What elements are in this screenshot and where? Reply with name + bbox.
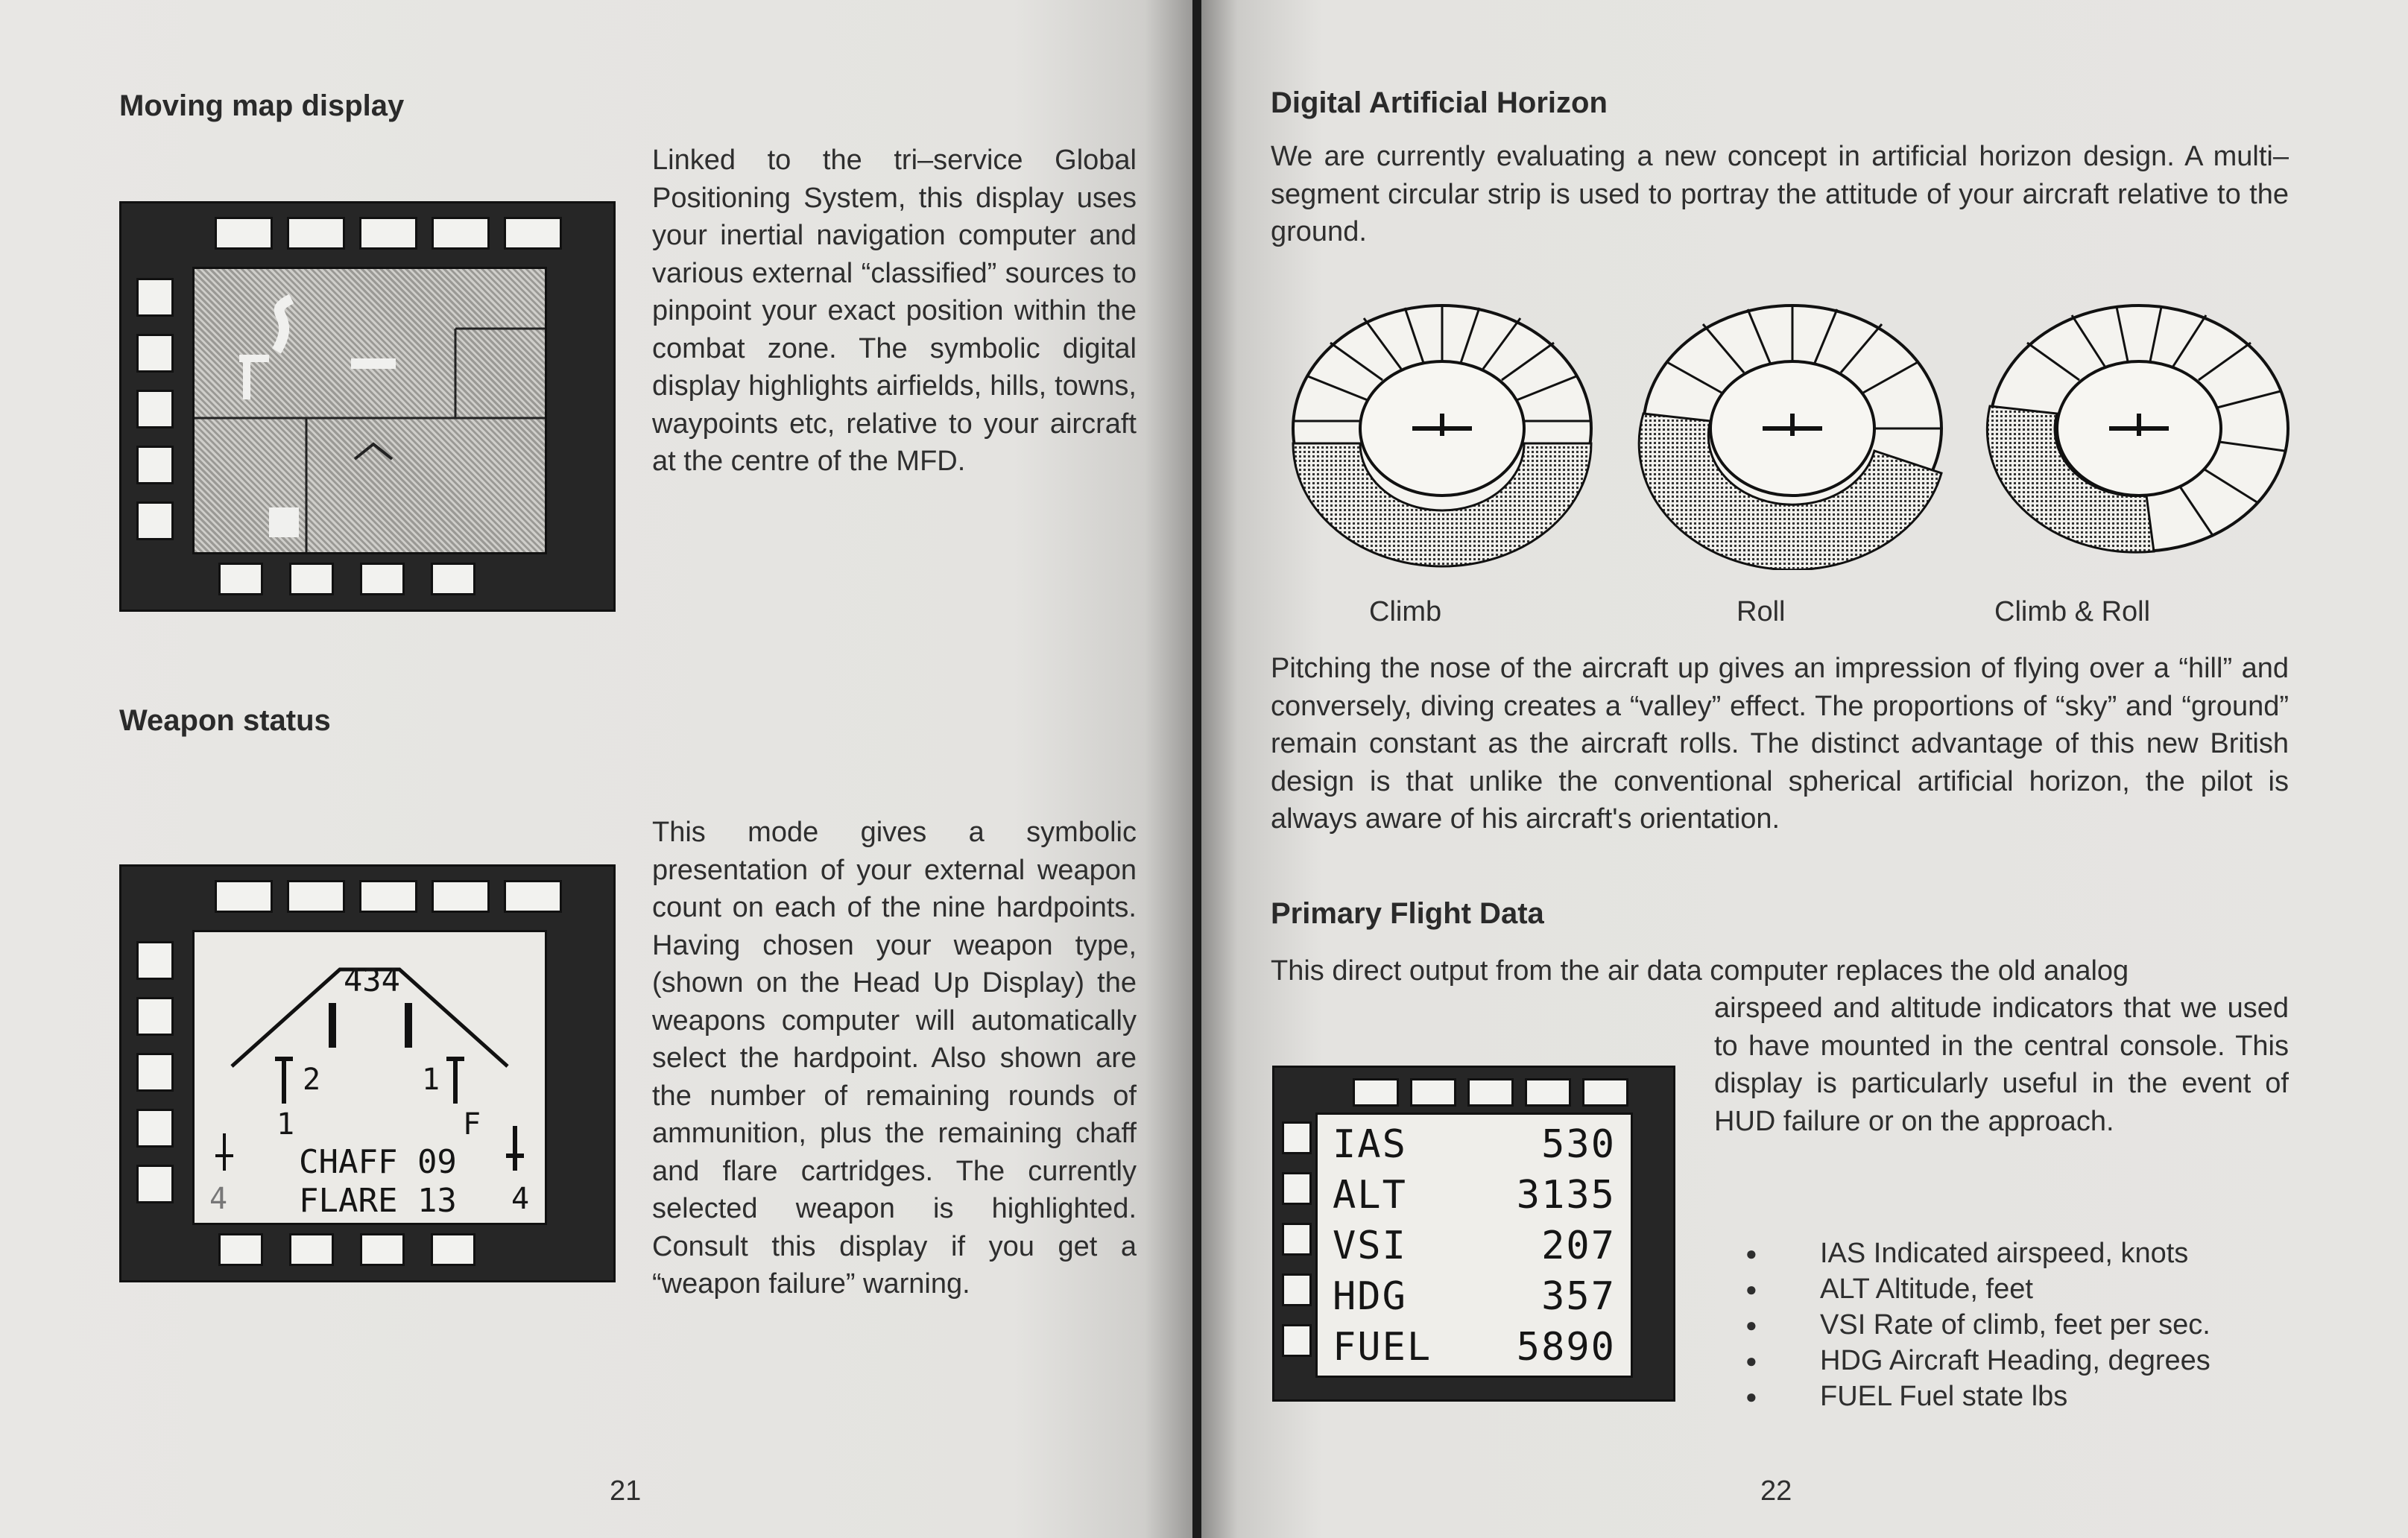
fd-label-hdg: HDG xyxy=(1333,1274,1407,1319)
flare-count: FLARE 13 xyxy=(299,1182,457,1220)
map-graphic xyxy=(195,269,545,552)
mfd-button xyxy=(360,563,405,595)
mfd-button xyxy=(1582,1078,1628,1107)
page-number-22: 22 xyxy=(1760,1475,1792,1507)
mfd-button xyxy=(1282,1324,1312,1357)
artificial-horizon-intro: We are currently evaluating a new concept in artificial horizon design. A multi–segment circular strip is used to portray the attitude of your aircraft relative to the ground. xyxy=(1271,141,2289,247)
fd-value-vsi: 207 xyxy=(1541,1224,1616,1268)
legend-alt: ● ALT Altitude, feet xyxy=(1745,1271,2211,1307)
mfd-button xyxy=(136,278,174,317)
mfd-button xyxy=(1282,1223,1312,1256)
weapon-status-display xyxy=(119,864,616,1282)
artificial-horizon-text: Pitching the nose of the aircraft up gives an impression of flying over a “hill” and conversely, diving creates a “valley” effect. The proportions of “sky” and “ground” remain constant as the aircraft rolls. The distinct advantage of this new British design is that unlike the conventional spherical artificial horizon, the pilot is always aware of his aircraft's orientation. xyxy=(1271,653,2289,835)
climb-roll-horizon xyxy=(1987,306,2288,552)
mfd-button xyxy=(431,1233,475,1266)
mfd-button xyxy=(360,1233,405,1266)
legend-ias: ● IAS Indicated airspeed, knots xyxy=(1745,1235,2211,1271)
mfd-button xyxy=(287,217,345,250)
fd-row-vsi xyxy=(1333,1224,1616,1268)
mfd-button xyxy=(1467,1078,1514,1107)
caption-climb-roll: Climb & Roll xyxy=(1994,596,2151,627)
mfd-button xyxy=(1353,1078,1399,1107)
fd-row-ias xyxy=(1333,1122,1616,1167)
primary-flight-data-text: airspeed and altitude indicators that we used to have mounted in the central console. This display is particularly useful in the event of HUD failure or on the approach. xyxy=(1714,993,2289,1137)
mfd-button xyxy=(359,880,417,913)
right-pylon-count: 1 xyxy=(422,1063,440,1097)
fd-row-alt xyxy=(1333,1173,1616,1218)
mfd-button xyxy=(136,501,174,540)
right-page xyxy=(1201,0,2408,1538)
weapon-status-heading: Weapon status xyxy=(119,704,331,737)
moving-map-display xyxy=(119,201,616,612)
flight-data-screen xyxy=(1315,1113,1633,1378)
rounds-count: 434 xyxy=(344,962,400,999)
legend-fuel: ● FUEL Fuel state lbs xyxy=(1745,1379,2211,1414)
caption-roll: Roll xyxy=(1737,596,1786,627)
chaff-count: CHAFF 09 xyxy=(299,1143,457,1181)
mfd-button xyxy=(504,217,562,250)
mfd-button xyxy=(1282,1273,1312,1306)
roll-horizon xyxy=(1639,306,1941,570)
legend-vsi: ● VSI Rate of climb, feet per sec. xyxy=(1745,1307,2211,1343)
mfd-button xyxy=(1410,1078,1456,1107)
right-outer-label: F xyxy=(463,1107,481,1142)
fd-value-hdg: 357 xyxy=(1541,1274,1616,1319)
mfd-button xyxy=(136,1053,174,1092)
weapon-screen xyxy=(192,930,547,1225)
aircraft-icon xyxy=(355,444,392,459)
weapon-status-text: This mode gives a symbolic presentation of your external weapon count on each of the nine hardpoints. Having chosen your weapon type, (shown on the Head Up Display) the weapons computer will automatically select the hardpoint. Also shown are the number of remaining rounds of ammunition, plus the remaining chaff and flare cartridges. The currently selected weapon is highlighted. Consult this display if you get a “weapon failure” warning. xyxy=(652,817,1137,1300)
mfd-button xyxy=(359,217,417,250)
mfd-button xyxy=(218,1233,263,1266)
fd-value-ias: 530 xyxy=(1541,1122,1616,1167)
fd-value-fuel: 5890 xyxy=(1516,1325,1616,1370)
horizon-diagrams xyxy=(1271,294,2314,570)
right-tip-count: 4 xyxy=(511,1182,530,1216)
mfd-button xyxy=(289,563,334,595)
fd-row-hdg xyxy=(1333,1274,1616,1319)
mfd-button xyxy=(1525,1078,1571,1107)
climb-horizon xyxy=(1293,306,1591,566)
left-outer-count: 1 xyxy=(276,1107,295,1142)
page-number-21: 21 xyxy=(610,1475,642,1507)
mfd-button xyxy=(289,1233,334,1266)
mfd-button xyxy=(136,446,174,484)
mfd-button xyxy=(136,997,174,1036)
mfd-button xyxy=(136,334,174,373)
mfd-button xyxy=(504,880,562,913)
mfd-button xyxy=(215,217,273,250)
left-tip-count: 4 xyxy=(209,1182,228,1216)
mfd-button xyxy=(432,217,490,250)
moving-map-text: Linked to the tri–service Global Positioning System, this display uses your inertial navigation computer and various external “classified” sources to pinpoint your exact position within the combat zone. The symbolic digital display highlights airfields, hills, towns, waypoints etc, relative to your aircraft at the centre of the MFD. xyxy=(652,145,1137,477)
map-screen xyxy=(192,267,547,554)
mfd-button xyxy=(1282,1121,1312,1154)
mfd-button xyxy=(136,1109,174,1148)
mfd-button xyxy=(432,880,490,913)
artificial-horizon-heading: Digital Artificial Horizon xyxy=(1271,86,1608,119)
fd-value-alt: 3135 xyxy=(1516,1173,1616,1218)
primary-flight-data-text-line1: This direct output from the air data computer replaces the old analog xyxy=(1271,955,2129,987)
left-pylon-count: 2 xyxy=(303,1063,321,1097)
moving-map-heading: Moving map display xyxy=(119,89,405,122)
mfd-button xyxy=(1282,1172,1312,1205)
mfd-button xyxy=(136,390,174,428)
fd-label-fuel: FUEL xyxy=(1333,1325,1432,1370)
fd-label-ias: IAS xyxy=(1333,1122,1407,1167)
flight-data-legend xyxy=(1745,1235,2211,1414)
fd-label-alt: ALT xyxy=(1333,1173,1407,1218)
caption-climb: Climb xyxy=(1369,596,1442,627)
left-page xyxy=(0,0,1192,1538)
mfd-button xyxy=(431,563,475,595)
mfd-button xyxy=(287,880,345,913)
fd-row-fuel xyxy=(1333,1325,1616,1370)
primary-flight-data-heading: Primary Flight Data xyxy=(1271,897,1544,930)
flight-data-display xyxy=(1272,1066,1675,1402)
mfd-button xyxy=(215,880,273,913)
legend-hdg: ● HDG Aircraft Heading, degrees xyxy=(1745,1343,2211,1379)
mfd-button xyxy=(136,1165,174,1203)
fd-label-vsi: VSI xyxy=(1333,1224,1407,1268)
mfd-button xyxy=(136,941,174,980)
mfd-button xyxy=(218,563,263,595)
